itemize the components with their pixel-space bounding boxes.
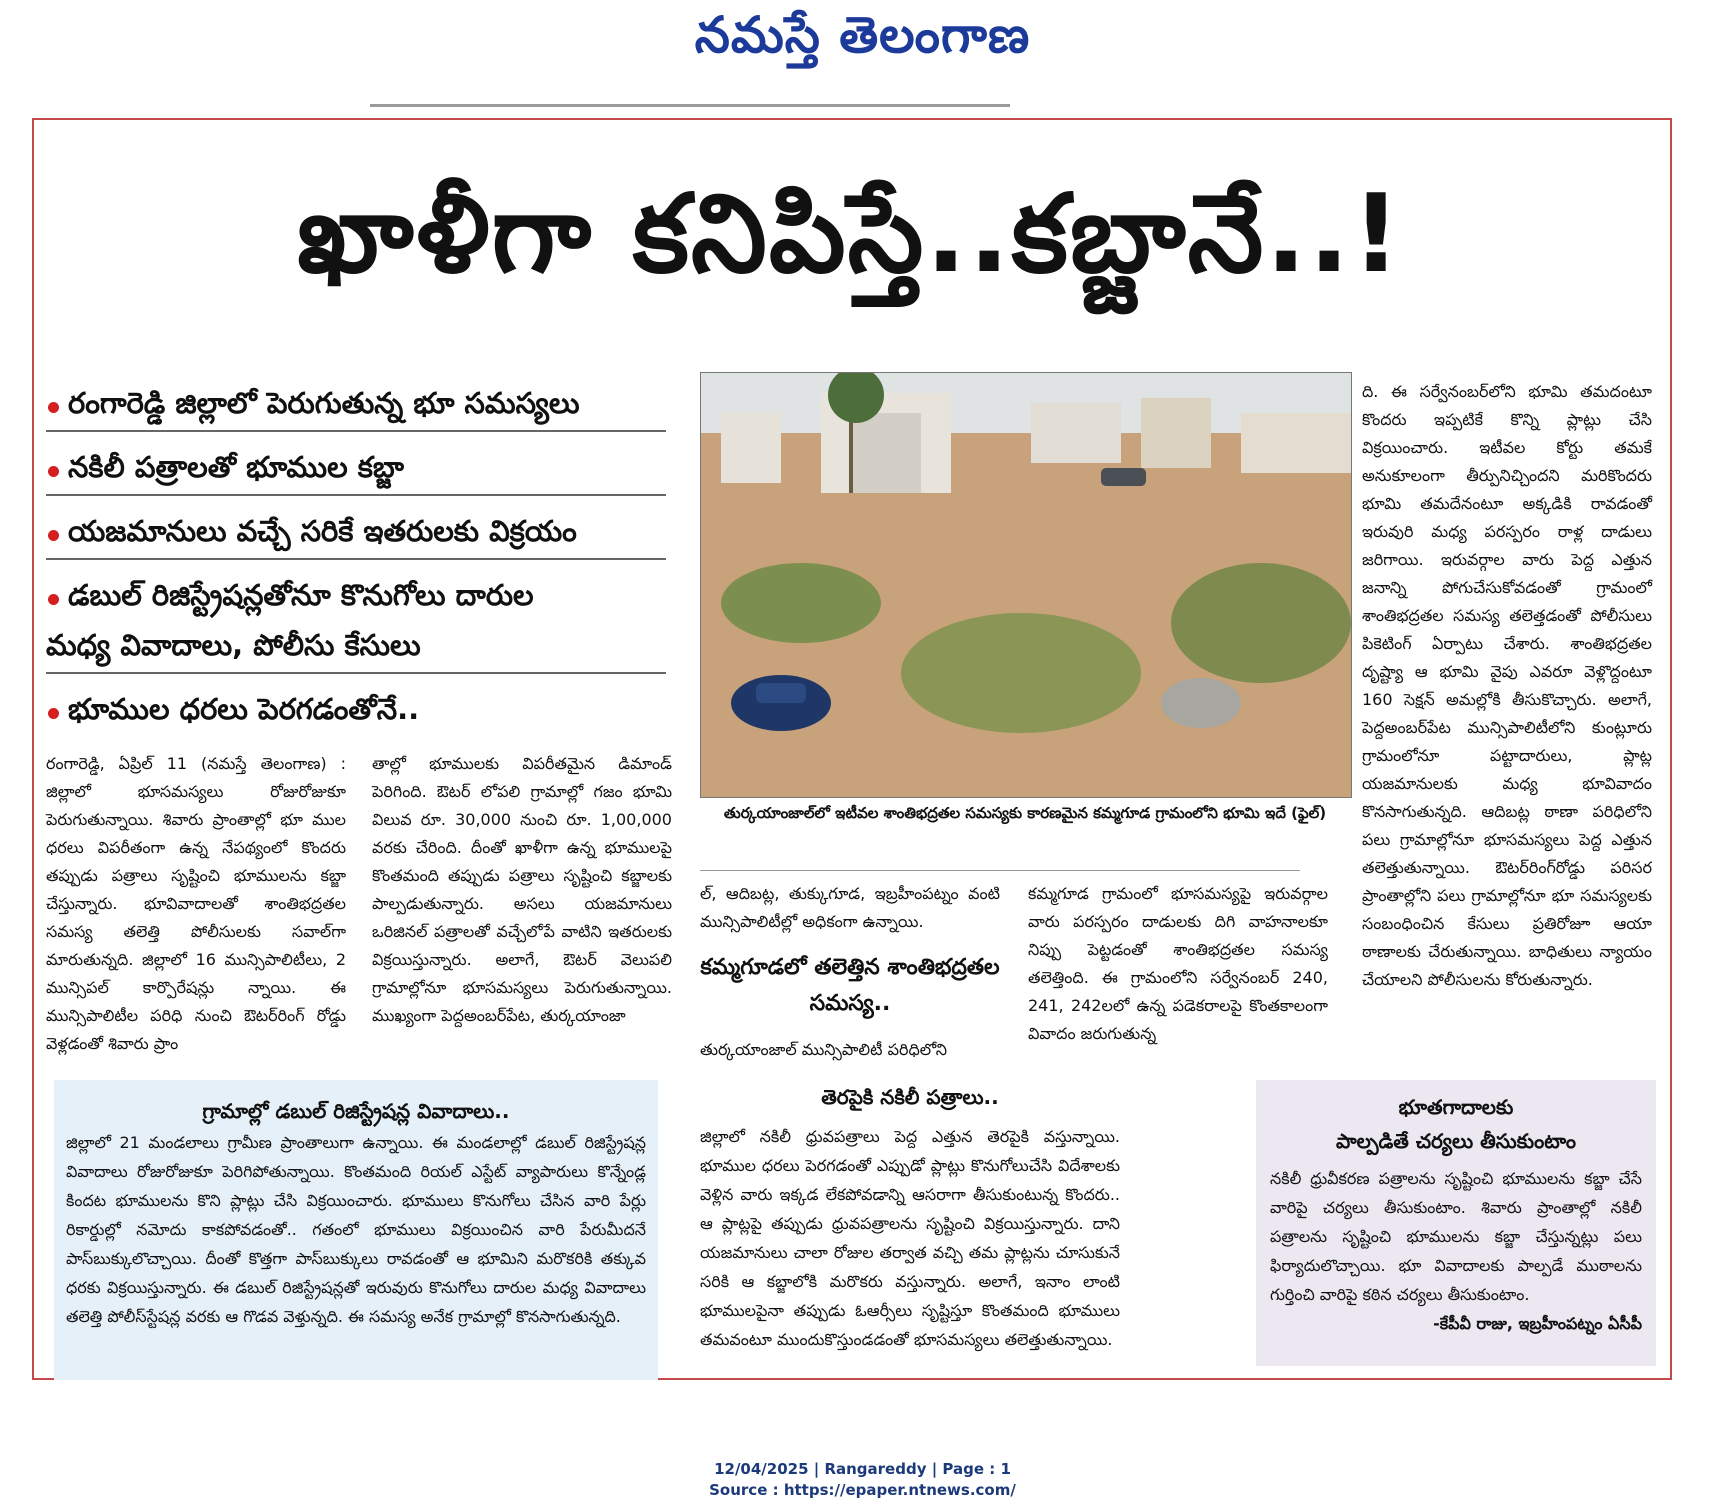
box-title: తెరపైకి నకిలీ పత్రాలు.. (821, 1085, 999, 1109)
masthead-divider (370, 104, 1010, 107)
bullet-item (46, 442, 666, 496)
subheading: కమ్మగూడలో తలెత్తిన శాంతిభద్రతల సమస్య.. (700, 955, 1000, 1016)
box-text: జిల్లాలో నకిలీ ధ్రువపత్రాలు పెద్ద ఎత్తున తెరపైకి వస్తున్నాయి. భూముల ధరలు పెరగడంతో ఎప్పుడో ప్లాట్లు కొనుగోలుచేసి విదేశాలకు వెళ్లిన వారు ఇక్కడ లేకపోవడాన్ని ఆసరాగా తీసుకుంటున్న కొందరు.. ఆ ప్లాట్లపై తప్పుడు ధ్రువపత్రాలను సృష్టించి విక్రయిస్తున్నారు. దాని యజమానులు చాలా రోజుల తర్వాత వచ్చి తమ ప్లాట్లను చూసుకునే సరికి ఆ కబ్జాలోకి మరొకరు వస్తున్నారు. అలాగే, ఇనాం లాంటి భూములపైనా తప్పుడు ఓఆర్సీలు సృష్టిస్తూ కొంతమంది భూములు తమవంటూ ముందుకొస్తుండడంతో భూసమస్యలు తలెత్తుతున్నాయి. (700, 1127, 1120, 1349)
bullet-text: భూముల ధరలు పెరగడంతోనే.. (68, 692, 420, 726)
bullet-text-cont: మధ్య వివాదాలు, పోలీసు కేసులు (46, 628, 421, 662)
bullet-list (46, 378, 666, 746)
box-title-line-1: భూతగాదాలకు (1398, 1095, 1514, 1119)
bullet-item (46, 378, 666, 432)
bullet-text: యజమానులు వచ్చే సరికే ఇతరులకు విక్రయం (68, 514, 577, 548)
caption-divider (700, 870, 1300, 871)
masthead-logo: నమస్తే తెలంగాణ (694, 6, 1031, 64)
bullet-item (46, 684, 666, 736)
headline: ఖాళీగా కనిపిస్తే..కబ్జానే..! (297, 172, 1403, 297)
box-text: జిల్లాలో 21 మండలాలు గ్రామీణ ప్రాంతాలుగా ఉన్నాయి. ఈ మండలాల్లో డబుల్ రిజిస్ట్రేషన్ల వివాదాలు రోజురోజుకూ పెరిగిపోతున్నాయి. కొంతమంది రియల్ ఎస్టేట్ వ్యాపారులు కొన్నేండ్ల కిందట భూములను కొని ప్లాట్లు చేసి విక్రయించారు. భూములు కొనుగోలు చేసిన వారి పేర్లు రికార్డుల్లో నమోదు కాకపోవడంతో.. గతంలో భూములు విక్రయించిన వారి పేరుమీదనే పాస్‌బుక్కులొచ్చాయి. దీంతో కొత్తగా పాస్‌బుక్కులు రావడంతో ఆ భూమిని మరొకరికి తక్కువ ధరకు విక్రయిస్తున్నారు. ఈ డబుల్ రిజిస్ట్రేషన్లతో ఇరువురు కొనుగోలు దారుల మధ్య వివాదాలు తలెత్తి పోలీస్‌స్టేషన్ల వరకు ఆ గొడవ వెళ్తున్నది. ఈ సమస్య అనేక గ్రామాల్లో కొనసాగుతున్నది. (66, 1133, 646, 1326)
sidebar-box-double-registration (54, 1080, 658, 1380)
photo-caption: తుర్కయాంజాల్‌లో ఇటీవల శాంతిభద్రతల సమస్యకు కారణమైన కమ్మగూడ గ్రామంలోని భూమి ఇదే (ఫైల్) (723, 804, 1327, 822)
section-fake-documents (700, 1080, 1120, 1354)
body-column-4: కమ్మగూడ గ్రామంలో భూసమస్యపై ఇరువర్గాల వారు పరస్పరం దాడులకు దిగి వాహనాలకూ నిప్పు పెట్టడంతో శాంతిభద్రతల సమస్య తలెత్తింది. ఈ గ్రామంలోని సర్వేనంబర్ 240, 241, 242లలో ఉన్న పడెకరాలపై కొంతకాలంగా వివాదం జరుగుతున్న (1028, 884, 1328, 1043)
bullet-text: రంగారెడ్డి జిల్లాలో పెరుగుతున్న భూ సమస్యలు (68, 386, 580, 420)
box-title-line-2: పాల్పడితే చర్యలు తీసుకుంటాం (1335, 1129, 1576, 1153)
body-column-3: ల్, ఆదిబట్ల, తుక్కుగూడ, ఇబ్రహీంపట్నం వంటి మున్సిపాలిటీల్లో అధికంగా ఉన్నాయి. (700, 884, 1000, 931)
land-photo-illustration (701, 373, 1351, 797)
bullet-text: నకిలీ పత్రాలతో భూముల కబ్జా (68, 450, 404, 484)
box-text: నకిలీ ధ్రువీకరణ పత్రాలను సృష్టించి భూములను కబ్జా చేసే వారిపై చర్యలు తీసుకుంటాం. శివారు ప్రాంతాల్లో నకిలీ పత్రాలను సృష్టించి భూములను కబ్జా చేస్తున్నట్లు పలు ఫిర్యాదులొచ్చాయి. భూ వివాదాలకు పాల్పడే ముఠాలను గుర్తించి వారిపై కఠిన చర్యలు తీసుకుంటాం. (1270, 1169, 1642, 1304)
bullet-text: డబుల్ రిజిస్ట్రేషన్లతోనూ కొనుగోలు దారుల (68, 578, 534, 612)
body-column-5: ది. ఈ సర్వేనంబర్‌లోని భూమి తమదంటూ కొందరు ఇప్పటికే కొన్ని ప్లాట్లు చేసి విక్రయించారు. ఇటీవల కోర్టు తమకే అనుకూలంగా తీర్పునిచ్చిందని మరికొందరు భూమి తమదేనంటూ అక్కడికి రావడంతో ఇరువురి మధ్య పరస్పరం రాళ్ల దాడులు జరిగాయి. ఇరువర్గాల వారు పెద్ద ఎత్తున జనాన్ని పోగుచేసుకోవడంతో గ్రామంలో శాంతిభద్రతల సమస్య తలెత్తడంతో పోలీసులు పికెటింగ్ ఏర్పాటు చేశారు. శాంతిభద్రతల దృష్ట్యా ఆ భూమి వైపు ఎవరూ వెళ్లొద్దంటూ 160 సెక్షన్ అమల్లోకి తీసుకొచ్చారు. అలాగే, పెద్దఅంబర్‌పేట మున్సిపాలిటీలోని కుంట్లూరు గ్రామంలోనూ పట్టాదారులు, ప్లాట్ల యజమానులకు మధ్య భూవివాదం కొనసాగుతున్నది. ఆదిబట్ల ఠాణా పరిధిలోని పలు గ్రామాల్లోనూ భూసమస్యలు పెద్ద ఎత్తున తలెత్తుతున్నాయి. ఔటర్‌రింగ్‌రోడ్డు పరిసర ప్రాంతాల్లోని పలు గ్రామాల్లోనూ భూ సమస్యలకు సంబంధించిన కేసులు ప్రతిరోజూ ఆయా ఠాణాలకు చేరుతున్నాయి. బాధితులు న్యాయం చేయాలని పోలీసులను కోరుతున్నారు. (1362, 382, 1652, 989)
bullet-item (46, 506, 666, 560)
body-column-3b: తుర్కయాంజాల్ మున్సిపాలిటీ పరిధిలోని (700, 1040, 948, 1059)
article-photo (700, 372, 1352, 798)
bullet-item (46, 570, 666, 674)
footer-date-line: 12/04/2025 | Rangareddy | Page : 1 (714, 1460, 1011, 1478)
footer-source-link[interactable]: Source : https://epaper.ntnews.com/ (709, 1481, 1016, 1499)
body-column-1: రంగారెడ్డి, ఏప్రిల్ 11 (నమస్తే తెలంగాణ) : జిల్లాలో భూసమస్యలు రోజురోజుకూ పెరుగుతున్నాయి. శివారు ప్రాంతాల్లో భూ ముల ధరలు విపరీతంగా ఉన్న నేపథ్యంలో కొందరు తప్పుడు పత్రాలు సృష్టించి భూములను కబ్జా చేస్తున్నారు. భూవివాదాలతో శాంతిభద్రతల సమస్య తలెత్తి పోలీసులకు సవాల్‌గా మారుతున్నది. జిల్లాలో 16 మున్సిపాలిటీలు, 2 మున్సిపల్ కార్పొరేషన్లు న్నాయి. ఈ మున్సిపాలిటీల పరిధి నుంచి ఔటర్‌రింగ్ రోడ్డు వెళ్లడంతో శివారు ప్రాం (46, 754, 346, 1053)
quote-attribution: -కేపీవీ రాజు, ఇబ్రహీంపట్నం ఏసీపీ (1433, 1314, 1642, 1333)
sidebar-box-police-quote (1256, 1080, 1656, 1366)
body-column-2: తాల్లో భూములకు విపరీతమైన డిమాండ్ పెరిగింది. ఔటర్ లోపలి గ్రామాల్లో గజం భూమి విలువ రూ. 30,000 నుంచి రూ. 1,00,000 వరకు చేరింది. దీంతో ఖాళీగా ఉన్న భూములపై కొంతమంది తప్పుడు పత్రాలు సృష్టించి కబ్జాలకు పాల్పడుతున్నారు. అసలు యజమానులు ఒరిజినల్ పత్రాలతో వచ్చేలోపే వాటిని ఇతరులకు విక్రయిస్తున్నారు. అలాగే, ఔటర్ వెలుపలి గ్రామాల్లోనూ భూసమస్యలు పెరుగుతున్నాయి. ముఖ్యంగా పెద్దఅంబర్‌పేట, తుర్కయాంజా (372, 754, 672, 1025)
box-title: గ్రామాల్లో డబుల్ రిజిస్ట్రేషన్ల వివాదాలు.. (202, 1099, 510, 1123)
